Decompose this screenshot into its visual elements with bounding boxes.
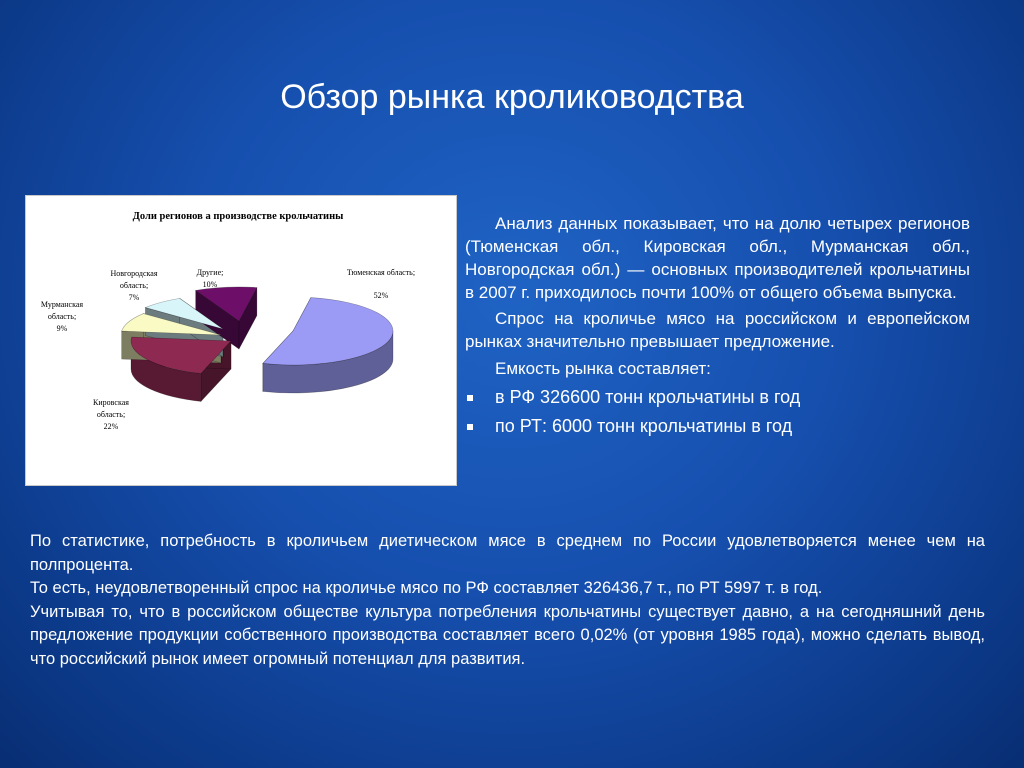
pie-chart xyxy=(25,195,457,486)
capacity-heading: Емкость рынка составляет: xyxy=(495,359,711,378)
label-kirov-name-1: Кировская xyxy=(93,398,129,407)
label-novgorod xyxy=(110,269,157,302)
label-other xyxy=(197,268,224,289)
pie-slices xyxy=(122,287,393,401)
demand-paragraph: Спрос на кроличье мясо на российском и европейском рынках значительно превышает предложение. xyxy=(465,309,970,351)
pie-chart-svg xyxy=(26,196,456,485)
label-novgorod-name-1: Новгородская xyxy=(110,269,158,278)
bullet-square-icon xyxy=(467,395,473,401)
list-item xyxy=(465,415,970,438)
chart-title: Доли регионов а производстве крольчатины xyxy=(132,211,344,222)
label-murmansk-name-1: Мурманская xyxy=(40,300,84,309)
label-novgorod-pct: 7% xyxy=(128,293,140,302)
label-tyumen xyxy=(347,268,415,300)
capacity-list xyxy=(465,386,970,438)
bullet-text-rt: по РТ: 6000 тонн крольчатины в год xyxy=(495,416,793,436)
label-novgorod-name-2: область; xyxy=(119,281,149,290)
label-other-pct: 10% xyxy=(202,280,218,289)
label-kirov-name-2: область; xyxy=(96,410,126,419)
label-kirov-pct: 22% xyxy=(103,422,119,431)
analysis-paragraph: Анализ данных показывает, что на долю четырех регионов (Тюменская обл., Кировская обл., Мурманская обл., Новгородская обл.) — основных производителей крольчатины в 2007 г. приходилось почти 100% от общего объема выпуска. xyxy=(465,214,970,302)
statistics-paragraph: По статистике, потребность в кроличьем диетическом мясе в среднем по России удовлетворяется менее чем на полпроцента. xyxy=(30,532,985,574)
right-text-block xyxy=(465,212,970,438)
bullet-text-rf: в РФ 326600 тонн крольчатины в год xyxy=(495,387,801,407)
label-tyumen-pct: 52% xyxy=(373,291,389,300)
label-kirov xyxy=(93,398,129,431)
bullet-square-icon xyxy=(467,424,473,430)
potential-paragraph: Учитывая то, что в российском обществе культура потребления крольчатины существует давно, а на сегодняшний день предложение продукции собственного производства составляет всего 0,02% (от уровня 1985 года), можно сделать вывод, что российский рынок имеет огромный потенциал для развития. xyxy=(30,602,985,668)
label-murmansk xyxy=(41,300,84,333)
unmet-demand-paragraph: То есть, неудовлетворенный спрос на кроличье мясо по РФ составляет 326436,7 т., по РТ 5997 т. в год. xyxy=(30,579,823,597)
label-murmansk-name-2: область; xyxy=(47,312,77,321)
label-murmansk-pct: 9% xyxy=(56,324,68,333)
slide-title: Обзор рынка кролиководства xyxy=(280,78,744,116)
list-item xyxy=(465,386,970,409)
bottom-text-block xyxy=(30,530,985,671)
label-tyumen-name: Тюменская область; xyxy=(346,268,416,277)
label-other-name: Другие; xyxy=(196,268,224,277)
